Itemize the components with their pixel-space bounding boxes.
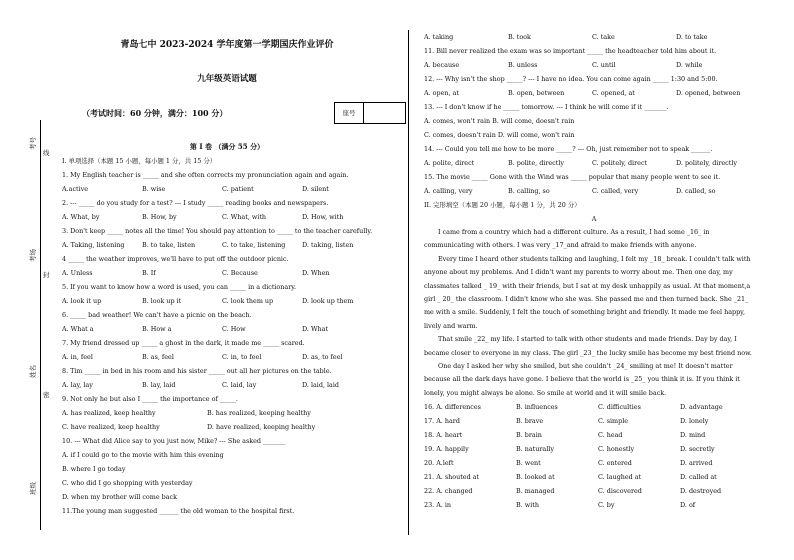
option-row <box>62 322 392 336</box>
cloze-option-row <box>424 442 764 456</box>
cloze-options-list <box>424 400 764 512</box>
cloze-option: 20. A.left <box>424 459 454 468</box>
answer-option: D. as, to feel <box>302 353 343 361</box>
answer-option: A. What a <box>62 325 94 333</box>
page-title: 青岛七中 2023-2024 学年度第一学期国庆作业评价 <box>120 40 334 50</box>
question-line: 6. _____ bad weather! We can't have a picnic on the beach. <box>62 311 252 319</box>
question-line: A. comes, won't rain B. will come, doesn't rain <box>424 117 575 125</box>
answer-option: C. until <box>592 61 616 69</box>
answer-option: A.active <box>62 185 89 193</box>
cloze-option: C. entered <box>598 459 632 468</box>
answer-option: D. have realized, keeping healthy <box>207 423 316 431</box>
question-line: 11. Bill never realized the exam was so important _____ the headteacher told him about it. <box>424 47 717 55</box>
answer-option: C. look them up <box>222 297 274 305</box>
answer-option: C. patient <box>222 185 254 193</box>
answer-option: D. How, with <box>302 213 344 221</box>
question-line: 7. My friend dressed up _____ a ghost in the dark, it made me _____ scared. <box>62 339 305 347</box>
answer-option: B. wise <box>142 185 166 193</box>
answer-option: B. How a <box>142 325 172 333</box>
answer-option: A. Taking, listening <box>62 241 125 249</box>
cloze-option: D. destroyed <box>680 487 722 496</box>
cloze-option: B. managed <box>516 487 555 496</box>
answer-option: D. while <box>676 61 703 69</box>
question-line: A. if I could go to the movie with him this evening <box>62 451 224 459</box>
answer-option: A. has realized, keep healthy <box>62 409 156 417</box>
answer-option: D. opened, between <box>676 89 741 97</box>
answer-option: C. How <box>222 325 246 333</box>
option-row <box>62 266 392 280</box>
cloze-option-row <box>424 456 764 470</box>
option-row <box>424 184 764 198</box>
question-line: 4 _____ the weather improves, we'll have to put off the outdoor picnic. <box>62 255 289 263</box>
column-divider <box>408 30 409 535</box>
answer-option: B. look up it <box>142 297 182 305</box>
seat-label: 座号 <box>335 103 364 123</box>
passage-line: because all the dark days have gone. I believe that the world is _25_ you think it is. If you think it <box>424 375 740 384</box>
question-line: 8. Tim _____ in bed in his room and his sister _____ out all her pictures on the table. <box>62 367 332 375</box>
answer-option: C. to take, listening <box>222 241 286 249</box>
answer-option: C. have realized, keep healthy <box>62 423 160 431</box>
cloze-option: C. head <box>598 431 623 440</box>
question-line: 2. --- _____ do you study for a test? --- I study _____ reading books and newspapers. <box>62 199 329 207</box>
answer-option: D. laid, laid <box>302 381 339 389</box>
question-line: 1. My English teacher is _____ and she often corrects my pronunciation again and again. <box>62 171 349 179</box>
cloze-option-row <box>424 414 764 428</box>
answer-option: D. to take <box>676 33 708 41</box>
question-line: D. when my brother will come back <box>62 493 178 501</box>
cloze-option-row <box>424 484 764 498</box>
answer-option: B. How, by <box>142 213 177 221</box>
cloze-option-row <box>424 428 764 442</box>
answer-option: D. When <box>302 269 330 277</box>
question-line: 11.The young man suggested ______ the old woman to the hospital first. <box>62 507 295 515</box>
answer-option: A. Unless <box>62 269 93 277</box>
left-question-list <box>62 168 392 518</box>
question-line: B. where I go today <box>62 465 126 473</box>
answer-option: B. as, feel <box>142 353 174 361</box>
cloze-option: 21. A. shouted at <box>424 473 480 482</box>
cloze-option: D. advantage <box>680 403 723 412</box>
cloze-option: 17. A. hard <box>424 417 460 426</box>
answer-option: C. politely, direct <box>592 159 648 167</box>
cloze-option: B. naturally <box>516 445 554 454</box>
part-one-title: 第 I 卷 （满分 55 分） <box>189 142 265 151</box>
secret-char: 密 <box>43 391 50 399</box>
exam-number-label: 考号 <box>29 137 37 150</box>
option-row <box>424 156 764 170</box>
option-row <box>62 378 392 392</box>
option-row <box>62 420 392 434</box>
exam-subtitle: 九年级英语试题 <box>197 74 257 84</box>
passage-line: communicating with others. I was very _17_and afraid to make friends with anyone. <box>424 241 697 250</box>
passage-line: me with a smile. Suddenly, I felt the touch of something bright and friendly. It made me feel happy, <box>424 308 745 317</box>
cloze-option: C. laughed at <box>598 473 642 482</box>
passage-line: became closer to everyone in my class. The girl _23_ the lucky smile has become my best friend now. <box>424 348 752 357</box>
cloze-option: D. secretly <box>680 445 715 454</box>
option-row <box>424 86 764 100</box>
cloze-option: C. simple <box>598 417 629 426</box>
exam-info <box>62 102 392 124</box>
question-line: C. comes, doesn't rain D. will come, won't rain <box>424 131 575 139</box>
cloze-option: D. lonely <box>680 417 709 426</box>
answer-option: B. took <box>508 33 531 41</box>
answer-option: D. called, so <box>676 187 716 195</box>
answer-option: D. silent <box>302 185 329 193</box>
passage-line: anyone about my problems. And I didn't want my parents to worry about me. Then one day, my <box>424 268 733 277</box>
passage-label: A <box>591 215 597 223</box>
question-line: C. who did I go shopping with yesterday <box>62 479 193 487</box>
answer-option: A. because <box>424 61 460 69</box>
option-row <box>62 182 392 196</box>
answer-option: B. open, between <box>508 89 565 97</box>
answer-option: C. called, very <box>592 187 639 195</box>
option-row <box>424 58 764 72</box>
answer-option: A. polite, direct <box>424 159 475 167</box>
answer-option: A. open, at <box>424 89 459 97</box>
cloze-option: 22. A. changed <box>424 487 473 496</box>
class-label: 班级 <box>29 482 37 495</box>
question-line: 14. --- Could you tell me how to be more _____? --- Oh, just remember not to speak ______. <box>424 145 713 153</box>
cloze-option-row <box>424 470 764 484</box>
cloze-option: C. by <box>598 501 615 510</box>
cloze-option: 16. A. differences <box>424 403 481 412</box>
passage-line: I came from a country which had a different culture. As a result, I had some _16_ in <box>438 228 710 236</box>
cloze-option: B. influences <box>516 403 558 412</box>
cloze-option: B. looked at <box>516 473 555 482</box>
answer-option: B. polite, directly <box>508 159 564 167</box>
name-label: 姓名 <box>29 365 37 378</box>
option-row <box>62 294 392 308</box>
answer-option: C. in, to feel <box>222 353 262 361</box>
cloze-option: B. went <box>516 459 541 468</box>
answer-option: B. unless <box>508 61 538 69</box>
answer-option: A. in, feel <box>62 353 93 361</box>
cloze-option: B. brain <box>516 431 542 440</box>
passage-line: girl _ 20_ the classroom. I didn't know who she was. She passed me and then turned back. She _21_ <box>424 294 749 303</box>
passage-line: lively and warm. <box>424 321 478 330</box>
right-question-list <box>424 30 764 212</box>
question-line: 3. Don't keep _____ notes all the time! You should pay attention to _____ to the teacher carefully. <box>62 227 373 235</box>
cloze-option-row <box>424 400 764 414</box>
seal-line-char: 线 <box>43 149 50 157</box>
question-line: 13. --- I don't know if he _____ tomorrow. --- I think he will come if it _______. <box>424 103 669 111</box>
cloze-passage <box>424 226 764 400</box>
passage-line: Every time I heard other students talking and laughing, I felt my _18_ break. I couldn't talk with <box>438 254 751 263</box>
cloze-option: D. called at <box>680 473 717 482</box>
question-line: 5. If you want to know how a word is used, you can _____ in a dictionary. <box>62 283 297 291</box>
passage-line: That smile _22_ my life. I started to talk with other students and made friends. Day by day, I <box>438 335 737 344</box>
cloze-option: B. with <box>516 501 539 510</box>
answer-option: A. What, by <box>62 213 100 221</box>
seat-number-box <box>334 102 406 124</box>
passage-line: lonely, you might always be alone. So smile at world and it will smile back. <box>424 388 667 397</box>
answer-option: A. lay, lay <box>62 381 93 389</box>
answer-option: D. look up them <box>302 297 354 305</box>
answer-option: C. laid, lay <box>222 381 257 389</box>
answer-option: B. has realized, keeping healthy <box>207 409 311 417</box>
option-row <box>62 238 392 252</box>
binding-line <box>40 120 41 530</box>
left-column <box>62 30 392 518</box>
answer-option: D. taking, listen <box>302 241 354 249</box>
exam-room-label: 考场 <box>29 249 37 262</box>
answer-option: B. lay, laid <box>142 381 176 389</box>
cloze-option: D. arrived <box>680 459 713 468</box>
answer-option: C. What, with <box>222 213 267 221</box>
question-line: 9. Not only he but also I _____ the importance of _____. <box>62 395 238 403</box>
answer-option: C. opened, at <box>592 89 635 97</box>
cloze-option: C. discovered <box>598 487 642 496</box>
passage-line: classmates talked _ 19_ with their friends, but I sat at my desk unhappily as usual. At that moment,a <box>424 281 751 290</box>
cloze-option: 19. A. happily <box>424 445 469 454</box>
option-row <box>62 406 392 420</box>
cloze-option: 23. A. in <box>424 501 452 510</box>
cloze-option: 18. A. heart <box>424 431 463 440</box>
cloze-option-row <box>424 498 764 512</box>
cloze-option: D. of <box>680 501 696 510</box>
question-line: II. 完形填空（本题 20 小题，每小题 1 分，共 20 分） <box>424 201 581 209</box>
answer-option: A. look it up <box>62 297 102 305</box>
passage-line: One day I asked her why she smiled, but she couldn't _24_ smiling at me! It doesn't matter <box>438 361 733 370</box>
right-column <box>424 30 764 512</box>
answer-option: D. politely, directly <box>676 159 737 167</box>
seal-char: 封 <box>43 271 50 279</box>
answer-option: D. What <box>302 325 329 333</box>
question-line: 15. The movie _____ Gone with the Wind was _____ popular that many people went to see it. <box>424 173 721 181</box>
cloze-option: C. honestly <box>598 445 635 454</box>
exam-time-score: （考试时间：60 分钟，满分：100 分） <box>82 108 228 118</box>
answer-option: B. calling, so <box>508 187 550 195</box>
answer-option: A. calling, very <box>424 187 473 195</box>
question-line: 12. --- Why isn't the shop _____? --- I have no idea. You can come again _____ 1:30 and 5:00. <box>424 75 718 83</box>
section-one-heading: I. 单项选择（本题 15 小题，每小题 1 分，共 15 分） <box>62 157 217 165</box>
option-row <box>424 30 764 44</box>
question-line: 10. --- What did Alice say to you just now, Mike? --- She asked _______ <box>62 437 286 445</box>
answer-option: C. Because <box>222 269 258 277</box>
answer-option: C. take <box>592 33 615 41</box>
answer-option: B. If <box>142 269 156 277</box>
option-row <box>62 350 392 364</box>
cloze-option: B. brave <box>516 417 544 426</box>
cloze-option: C. difficulties <box>598 403 641 412</box>
option-row <box>62 210 392 224</box>
answer-option: B. to take, listen <box>142 241 196 249</box>
seat-number-field[interactable] <box>364 103 405 123</box>
cloze-option: D. mind <box>680 431 706 440</box>
answer-option: A. taking <box>424 33 454 41</box>
